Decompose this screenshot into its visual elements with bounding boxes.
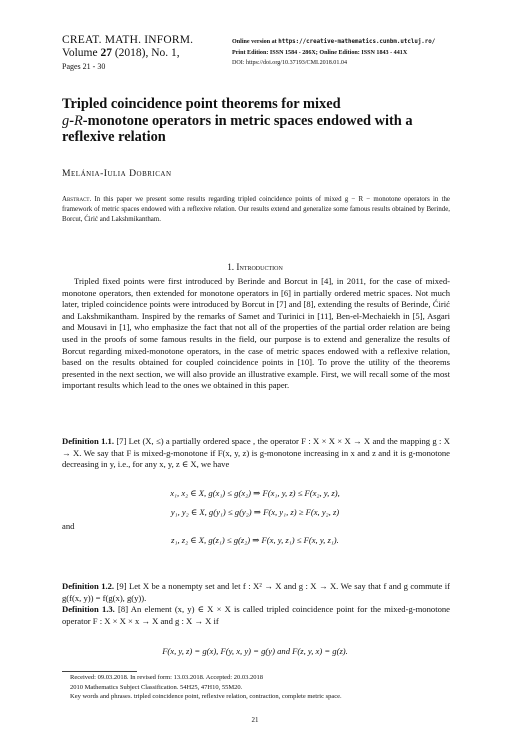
- received-dates: Received: 09.03.2018. In revised form: 13.03.2018. Accepted: 20.03.2018: [70, 674, 263, 681]
- keywords: Key words and phrases. tripled coincidence point, reflexive relation, contraction, complete metric space.: [70, 693, 342, 701]
- definition-text: [8] An element (x, y) ∈ X × X is called tripled coincidence point for the mixed-g-monotone operator F : X × X × x → X and g : X → X if: [62, 604, 450, 626]
- definition-1-2: [62, 581, 450, 604]
- footnote-rule: [62, 671, 137, 672]
- equation-connector: and: [62, 521, 75, 531]
- volume-info: Volume 27 (2018), No. 1,: [62, 47, 180, 59]
- doi-link[interactable]: DOI: https://doi.org/10.37193/CMI.2018.01.04: [232, 60, 347, 67]
- definition-label: Definition 1.3.: [62, 604, 115, 614]
- issn-info: Print Edition: ISSN 1584 - 286X; Online Edition: ISSN 1843 - 441X: [232, 49, 408, 56]
- definition-label: Definition 1.1.: [62, 436, 114, 446]
- equation-3: z₁, z₂ ∈ X, g(z₁) ≤ g(z₂) ⇒ F(x, y, z₁) ≤ F(x, y, z₁).: [171, 535, 339, 545]
- section-heading: 1. Introduction: [227, 262, 283, 272]
- journal-header: [62, 34, 232, 72]
- definition-text: [9] Let X be a nonempty set and let f : X² → X and g : X → X. We say that f and g commute if g(f(x, y)) = f(g(x), g(y)).: [62, 581, 450, 603]
- abstract-label: Abstract.: [62, 196, 92, 203]
- definition-1-3: [62, 604, 450, 627]
- abstract-text: In this paper we present some results regarding tripled coincidence points of mixed g − R − monotone operators in the framework of metric spaces endowed with a reflexive relation. Our results extend and generalize some famous results obtained by Berinde, Borcut, Ćirić and Lakshmikantham.: [62, 196, 450, 223]
- online-version: Online version at https://creative-mathematics.cunbm.utcluj.ro/: [232, 39, 436, 45]
- paper-title: Tripled coincidence point theorems for mixed g-R-monotone operators in metric spaces endowed with a reflexive relation: [62, 96, 413, 146]
- author-name: Melánia-Iulia Dobrican: [62, 168, 172, 179]
- page-number: 21: [251, 716, 259, 724]
- journal-name: CREAT. MATH. INFORM.: [62, 34, 194, 46]
- definition-text: [7] Let (X, ≤) a partially ordered space , the operator F : X × X × X → X and the mapping g : X → X. We say that F is mixed-g-monotone if F(x, y, z) is g-monotone increasing in x and z and it is g-monotone decreasing in y, i.e., for any x, y, z ∈ X, we have: [62, 436, 450, 470]
- equation-1: x₁, x₂ ∈ X, g(x₁) ≤ g(x₂) ⇒ F(x₁, y, z) ≤ F(x₂, y, z),: [170, 488, 340, 498]
- equation-tripled: F(x, y, z) = g(x), F(y, x, y) = g(y) and F(z, y, x) = g(z).: [162, 646, 348, 656]
- publication-info: [232, 37, 502, 69]
- intro-paragraph: Tripled fixed points were first introduced by Berinde and Borcut in [4], in 2011, for the case of mixed-monotone operators, then extended for monotone operators in [6] in partially ordered metric spaces. Not much later, tripled coincidence points were introduced by Borcut in [7] and [8], extending the results of Berinde, Ćirić and Lakshmikantham. Inspired by the remarks of Samet and Turinici in [11], Ben-el-Mechaiekh in [5], Asgari and Mousavi in [1], who emphasize the fact that not all of the properties of the partial order relation are being used in the proofs of some famous results in the field, our purpose is to extend and generalize the results of Borcut regarding mixed-monotone operators, in the case of metric spaces endowed with a reflexive relation, based on the results obtained for coupled coincidence points in [10]. To prove the utility of the theorems presented in the next section, we will also provide an illustrative example. First, we will recall some of the most important results which lead to the ones we obtained in this paper.: [62, 276, 450, 391]
- msc-classification: 2010 Mathematics Subject Classification. 54H25, 47H10, 55M20.: [70, 683, 243, 691]
- online-url[interactable]: https://creative-mathematics.cunbm.utcluj.ro/: [278, 39, 436, 45]
- page-range: Pages 21 - 30: [62, 62, 106, 71]
- abstract: [62, 195, 450, 225]
- definition-1-1: [62, 436, 450, 471]
- footnotes: [62, 673, 462, 702]
- definition-label: Definition 1.2.: [62, 581, 115, 591]
- equation-2: y₁, y₂ ∈ X, g(y₁) ≤ g(y₂) ⇒ F(x, y₁, z) ≥ F(x, y₂, z): [170, 507, 340, 517]
